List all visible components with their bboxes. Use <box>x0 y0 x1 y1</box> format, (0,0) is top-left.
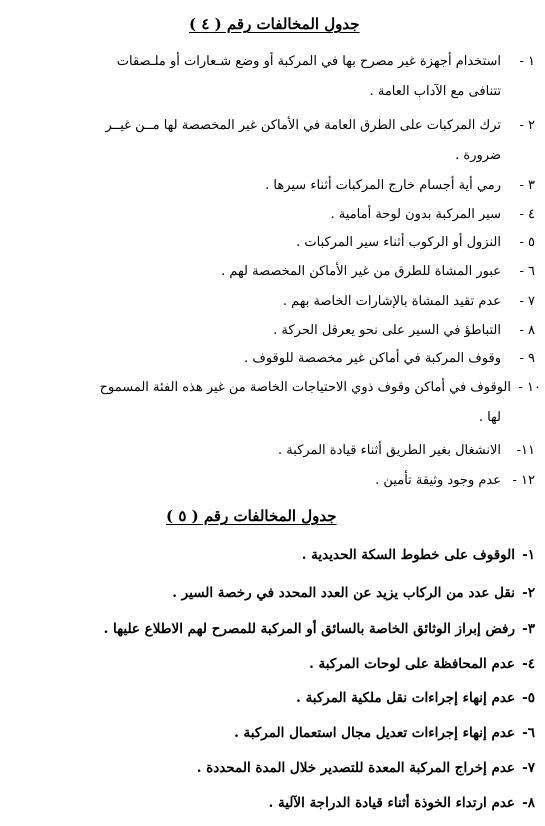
list-item <box>172 583 535 603</box>
item-number: ٥- <box>522 690 535 706</box>
list-item <box>278 441 535 461</box>
item-text: عدم إخراج المركبة المعدة للتصدير خلال المدة المحددة . <box>196 760 515 776</box>
item-text: سير المركبة بدون لوحة أمامية . <box>330 207 501 222</box>
list-item <box>244 349 535 369</box>
item-text: نقل عدد من الركاب يزيد عن العدد المحدد في رخصة السير . <box>172 585 515 601</box>
item-number: ١١- <box>516 443 535 458</box>
item-text: رمي أية أجسام خارج المركبات أثناء سيرها . <box>265 178 501 193</box>
item-text: عدم ارتداء الخوذة أثناء قيادة الدراجة الآلية . <box>268 795 515 811</box>
list-item <box>197 758 535 778</box>
list-item <box>283 292 535 312</box>
item-number: ٧ - <box>519 294 535 309</box>
list-item <box>302 545 535 565</box>
item-number: ٤- <box>522 656 535 672</box>
item-text: ترك المركبات على الطرق العامة في الأماكن غير المخصصة لها مــن غيــر <box>105 118 501 133</box>
list-item <box>104 619 535 639</box>
item-text: النزول أو الركوب أثناء سير المركبات . <box>296 235 501 250</box>
item-number: ٧- <box>522 760 535 776</box>
item-number: ٢ - <box>519 118 535 133</box>
item-number: ٢- <box>522 585 535 601</box>
item-number: ٣- <box>522 621 535 637</box>
item-text: عبور المشاة للطرق من غير الأماكن المخصصة لهم . <box>221 264 501 279</box>
item-number: ٦ - <box>519 264 535 279</box>
item-text-continuation: لها . <box>478 410 501 425</box>
item-number: ١ - <box>519 54 535 69</box>
list-item <box>273 321 535 341</box>
list-item <box>331 205 535 225</box>
item-text-continuation: تتنافى مع الآداب العامة . <box>369 84 501 99</box>
list-item <box>221 262 535 282</box>
item-text: الانشغال بغير الطريق أثناء قيادة المركبة . <box>278 443 501 458</box>
list-item <box>105 116 535 136</box>
item-text: رفض إبراز الوثائق الخاصة بالسائق أو المركبة للمصرح لهم الاطلاع عليها . <box>103 621 515 637</box>
list-item <box>100 378 541 398</box>
item-text: الوقوف في أماكن وقوف ذوي الاحتياجات الخاصة من غير هذه الفئة المسموح <box>99 380 511 395</box>
item-number: ١- <box>522 547 535 563</box>
list-item <box>269 793 535 813</box>
item-number: ٩ - <box>519 351 535 366</box>
item-text: التباطؤ في السير على نحو يعرقل الحركة . <box>273 323 501 338</box>
item-number: ٤ - <box>519 207 535 222</box>
list-item <box>296 688 535 708</box>
item-number: ٨ - <box>519 323 535 338</box>
item-number: ١٢ - <box>512 473 535 488</box>
item-text: عدم إنهاء إجراءات نقل ملكية المركبة . <box>296 690 515 706</box>
item-text: الوقوف على خطوط السكة الحديدية . <box>301 547 515 563</box>
table-5-title: جدول المخالفات رقم ( ٥ ) <box>166 507 337 525</box>
list-item <box>234 723 535 743</box>
item-text: وقوف المركبة في أماكن غير مخصصة للوقوف . <box>244 351 501 366</box>
item-number: ١٠ - <box>518 380 541 395</box>
item-number: ٣ - <box>519 178 535 193</box>
list-item <box>265 176 535 196</box>
item-text: عدم المحافظة على لوحات المركبة . <box>309 656 515 672</box>
item-text-continuation: ضرورة . <box>455 148 501 163</box>
list-item <box>309 654 535 674</box>
item-text: عدم وجود وثيقة تأمين . <box>375 473 501 488</box>
item-text: عدم إنهاء إجراءات تعديل مجال استعمال المركبة . <box>234 725 515 741</box>
list-item <box>296 233 535 253</box>
item-number: ٦- <box>522 725 535 741</box>
item-text: عدم تقيد المشاة بالإشارات الخاصة بهم . <box>282 294 501 309</box>
list-item <box>117 52 535 72</box>
item-number: ٨- <box>522 795 535 811</box>
list-item <box>375 471 535 491</box>
item-text: استخدام أجهزة غير مصرح بها في المركبة أو وضع شـعارات أو ملـصقات <box>116 54 501 69</box>
item-number: ٥ - <box>519 235 535 250</box>
table-4-title: جدول المخالفات رقم ( ٤ ) <box>189 15 360 33</box>
